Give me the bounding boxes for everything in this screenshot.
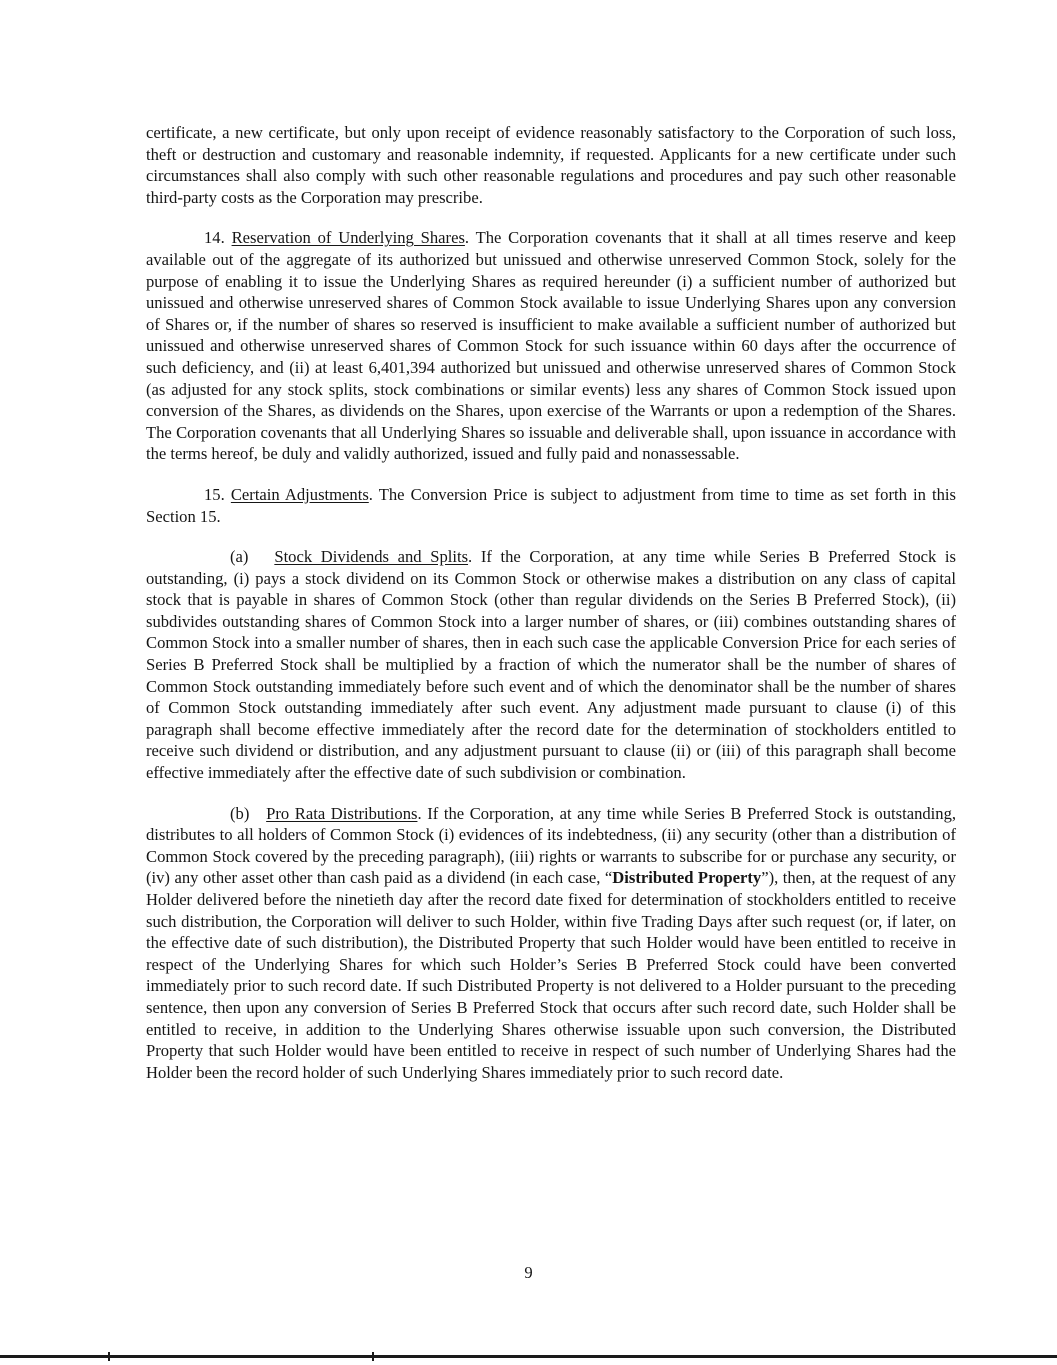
defined-term: Distributed Property (612, 868, 762, 888)
document-body (146, 122, 956, 1102)
subsection-heading: Pro Rata Distributions (266, 803, 418, 823)
scan-edge-tick (372, 1352, 374, 1361)
section-heading: Certain Adjustments (230, 484, 369, 504)
paragraph-text-before: . If the Corporation, at any time while Series B Preferred Stock is outstanding, distributes to all holders of Common Stock (i) evidences of its indebtedness, (ii) any security (other than a distribution of Common Stock covered by the preceding paragraph), (iii) rights or warrants to subscribe for or purchase any security, or (iv) any other asset other than cash paid as a dividend (in each case, “ (146, 803, 957, 888)
subsection-a-stock-dividends (146, 546, 956, 784)
paragraph-certificate-continuation (146, 122, 956, 208)
section-number: 14. (204, 228, 225, 248)
subsection-heading: Stock Dividends and Splits (274, 547, 469, 567)
paragraph-text: . The Corporation covenants that it shall at all times reserve and keep available out of the aggregate of its authorized but unissued and otherwise unreserved Common Stock, solely for the purpose of enabling it to issue the Underlying Shares as required hereunder (i) a sufficient number of authorized but unissued and otherwise unreserved shares of Common Stock available to issue Underlying Shares upon any conversion of Shares or, if the number of shares so reserved is insufficient to make available a sufficient number of authorized but unissued and otherwise unreserved shares of Common Stock for such issuance within 60 days after the occurrence of such deficiency, and (ii) at least 6,401,394 authorized but unissued and otherwise unreserved shares of Common Stock (as adjusted for any stock splits, stock combinations or similar events) less any shares of Common Stock issued upon conversion of the Shares, as dividends on the Shares, upon exercise of the Warrants or upon a redemption of the Shares. The Corporation covenants that all Underlying Shares so issuable and deliverable shall, upon issuance in accordance with the terms hereof, be duly and validly authorized, issued and fully paid and nonassessable. (146, 228, 956, 464)
scan-edge-tick (108, 1352, 110, 1361)
subsection-number: (a) (230, 547, 249, 567)
paragraph-text: certificate, a new certificate, but only upon receipt of evidence reasonably satisfactory to the Corporation of such loss, theft or destruction and customary and reasonable indemnity, if requested. Applicants for a new certificate under such circumstances shall also comply with such other reasonable regulations and procedures and pay such other reasonable third-party costs as the Corporation may prescribe. (146, 123, 956, 207)
section-15-adjustments (146, 484, 956, 527)
section-heading: Reservation of Underlying Shares (231, 228, 465, 248)
paragraph-text: . If the Corporation, at any time while Series B Preferred Stock is outstanding, (i) pays a stock dividend on its Common Stock or otherwise makes a distribution on any class of capital stock that is payable in shares of Common Stock (other than regular dividends on the Series B Preferred Stock), (ii) subdivides outstanding shares of Common Stock into a larger number of shares, or (iii) combines outstanding shares of Common Stock into a smaller number of shares, then in each such case the applicable Conversion Price for each series of Series B Preferred Stock shall be multiplied by a fraction of which the numerator shall be the number of shares of Common Stock outstanding immediately before such event and of which the denominator shall be the number of shares of Common Stock outstanding immediately after such event. Any adjustment made pursuant to clause (i) of this paragraph shall become effective immediately after the record date for the determination of stockholders entitled to receive such dividend or distribution, and any adjustment pursuant to clause (ii) or (iii) of this paragraph shall become effective immediately after the effective date of such subdivision or combination. (146, 547, 956, 783)
page-number: 9 (524, 1263, 533, 1282)
subsection-number: (b) (230, 803, 250, 823)
subsection-b-pro-rata-distributions (146, 803, 956, 1084)
paragraph-text-after: ”), then, at the request of any Holder delivered before the ninetieth day after the record date fixed for determination of stockholders entitled to receive such distribution, the Corporation will deliver to such Holder, within five Trading Days after such request (or, if later, on the effective date of such distribution), the Distributed Property that such Holder would have been entitled to receive in respect of the Underlying Shares for which such Holder’s Series B Preferred Stock could have been converted immediately prior to such record date. If such Distributed Property is not delivered to a Holder pursuant to the preceding sentence, then upon any conversion of Series B Preferred Stock that occurs after such record date, such Holder shall be entitled to receive, in addition to the Underlying Shares otherwise issuable upon such conversion, the Distributed Property that such Holder would have been entitled to receive in respect of such number of Underlying Shares had the Holder been the record holder of such Underlying Shares immediately prior to such record date. (146, 868, 956, 1082)
paragraph-text: . The Conversion Price is subject to adjustment from time to time as set forth in this Section 15. (146, 484, 956, 526)
scan-edge-line (0, 1355, 1057, 1358)
section-number: 15. (204, 484, 225, 504)
section-14-reservation (146, 227, 956, 465)
